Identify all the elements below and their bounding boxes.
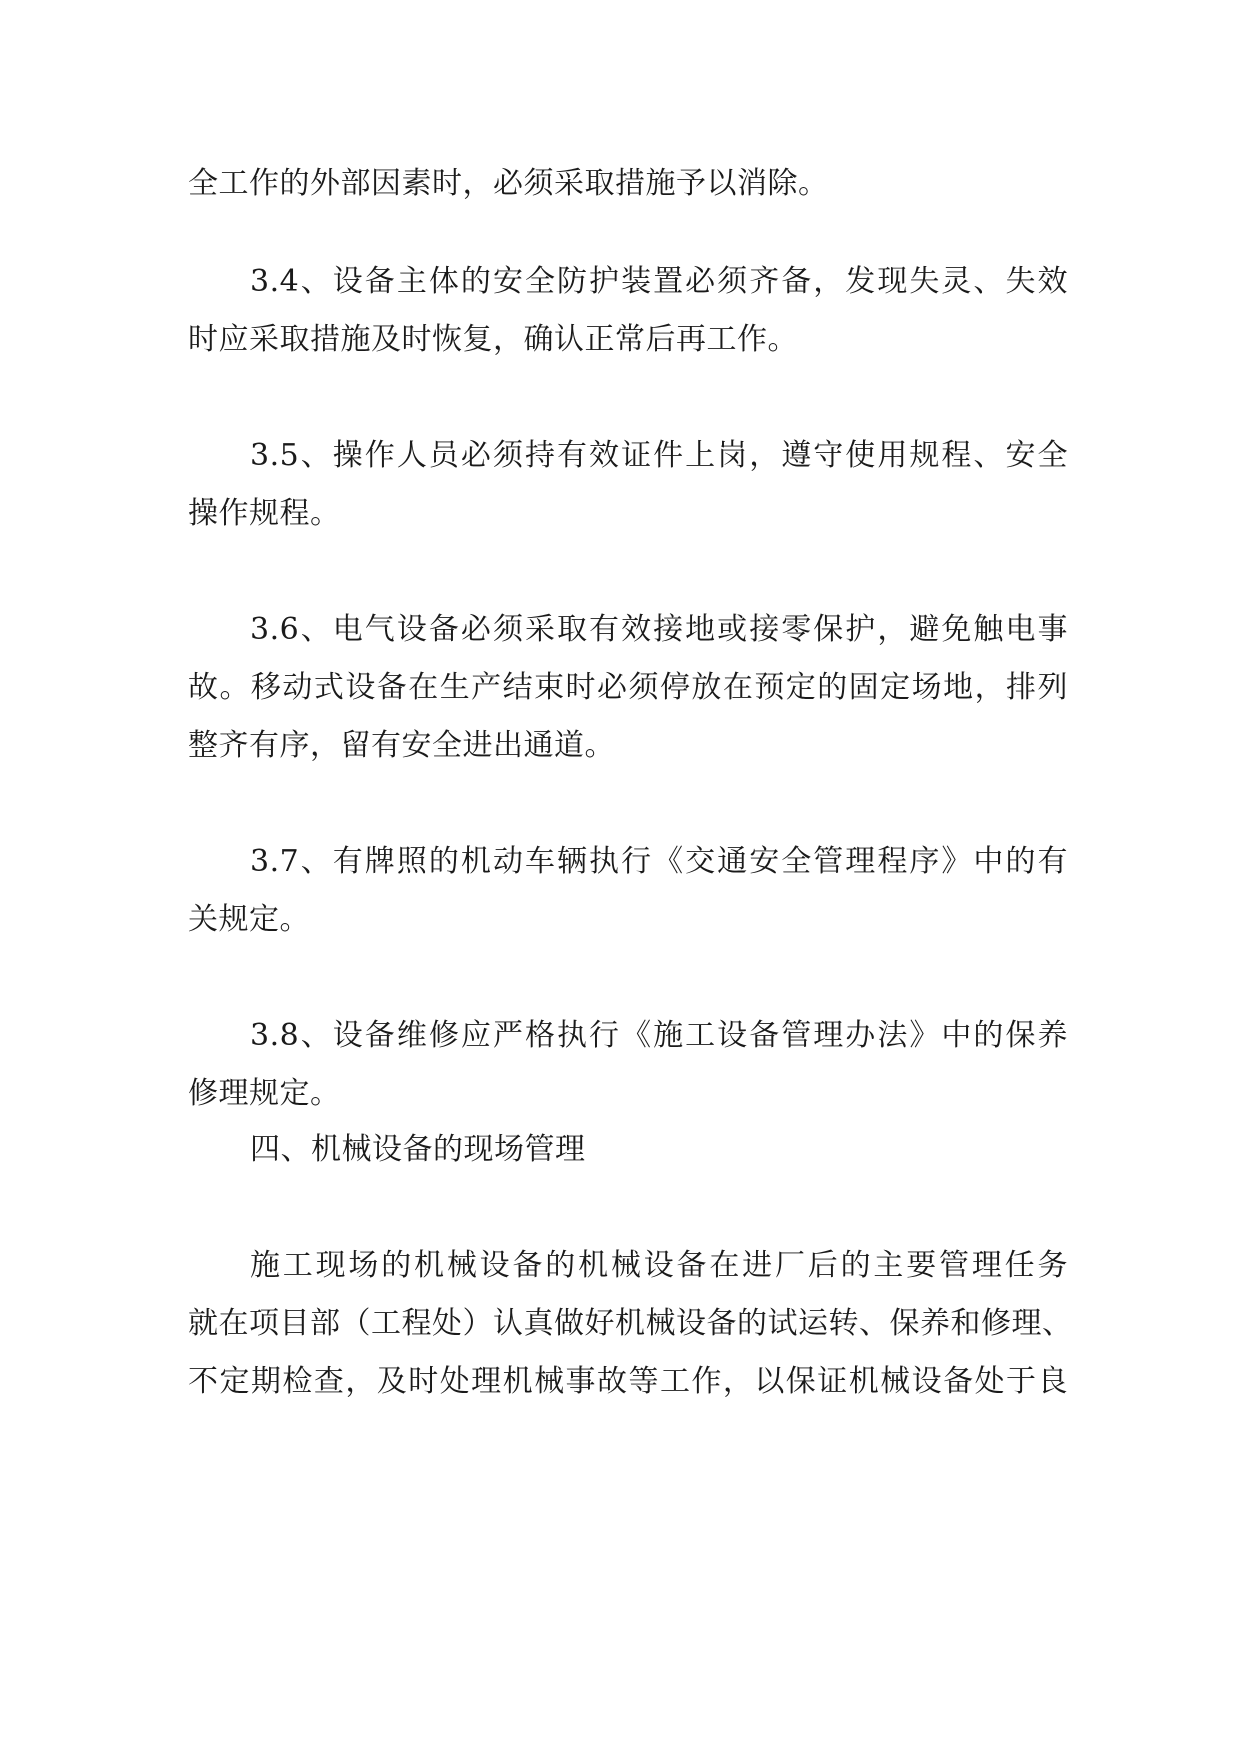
section-heading: 四、机械设备的现场管理 xyxy=(250,1132,586,1167)
text-line: 就在项目部（工程处）认真做好机械设备的试运转、保养和修理、 xyxy=(188,1306,1073,1341)
text-line: 3.5、操作人员必须持有效证件上岗，遵守使用规程、安全 xyxy=(250,438,1068,473)
text-line: 3.7、有牌照的机动车辆执行《交通安全管理程序》中的有 xyxy=(250,844,1068,879)
text-line: 关规定。 xyxy=(188,902,310,937)
text-line: 3.6、电气设备必须采取有效接地或接零保护，避免触电事 xyxy=(250,612,1068,647)
text-line: 3.4、设备主体的安全防护装置必须齐备，发现失灵、失效 xyxy=(250,264,1068,299)
text-line: 操作规程。 xyxy=(188,496,341,531)
text-line: 3.8、设备维修应严格执行《施工设备管理办法》中的保养 xyxy=(250,1018,1068,1053)
text-line: 不定期检查，及时处理机械事故等工作，以保证机械设备处于良 xyxy=(188,1364,1068,1399)
text-line: 修理规定。 xyxy=(188,1076,341,1111)
text-line: 施工现场的机械设备的机械设备在进厂后的主要管理任务 xyxy=(250,1248,1068,1283)
text-line: 全工作的外部因素时，必须采取措施予以消除。 xyxy=(188,166,829,201)
text-line: 故。移动式设备在生产结束时必须停放在预定的固定场地，排列 xyxy=(188,670,1068,705)
text-line: 整齐有序，留有安全进出通道。 xyxy=(188,728,615,763)
text-line: 时应采取措施及时恢复，确认正常后再工作。 xyxy=(188,322,798,357)
